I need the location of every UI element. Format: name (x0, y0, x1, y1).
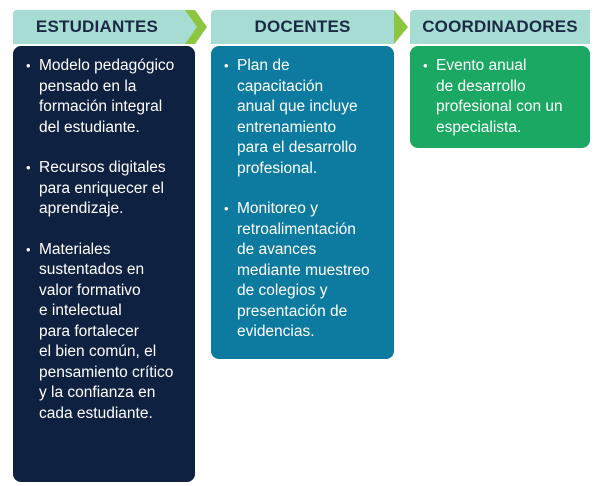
list-item: • Recursos digitales para enriquecer el aprendizaje. (16, 158, 187, 220)
header-estudiantes (13, 10, 181, 44)
header-docentes (211, 10, 394, 44)
list-docentes (214, 56, 388, 343)
list-item: • Materiales sustentados en valor formativo e intelectual para fortalecer el bien común, el pensamiento crítico y la confianza en cada estudiante. (16, 240, 187, 425)
box-coordinadores (410, 46, 590, 148)
list-coordinadores (413, 56, 584, 138)
box-estudiantes (13, 46, 195, 482)
header-docentes-label: DOCENTES (254, 17, 351, 36)
list-estudiantes (16, 56, 187, 424)
list-item: • Evento anual de desarrollo profesional con un especialista. (413, 56, 584, 138)
list-item: • Monitoreo y retroalimentación de avances mediante muestreo de colegios y presentación de evidencias. (214, 199, 388, 343)
header-estudiantes-label: ESTUDIANTES (35, 17, 159, 36)
header-coordinadores (410, 10, 590, 44)
header-coordinadores-label: COORDINADORES (422, 17, 578, 36)
box-docentes (211, 46, 394, 359)
arrow-right-icon (394, 10, 408, 44)
list-item: • Plan de capacitación anual que incluye entrenamiento para el desarrollo profesional. (214, 56, 388, 179)
list-item: • Modelo pedagógico pensado en la formación integral del estudiante. (16, 56, 187, 138)
arrow-right-icon (181, 10, 207, 44)
